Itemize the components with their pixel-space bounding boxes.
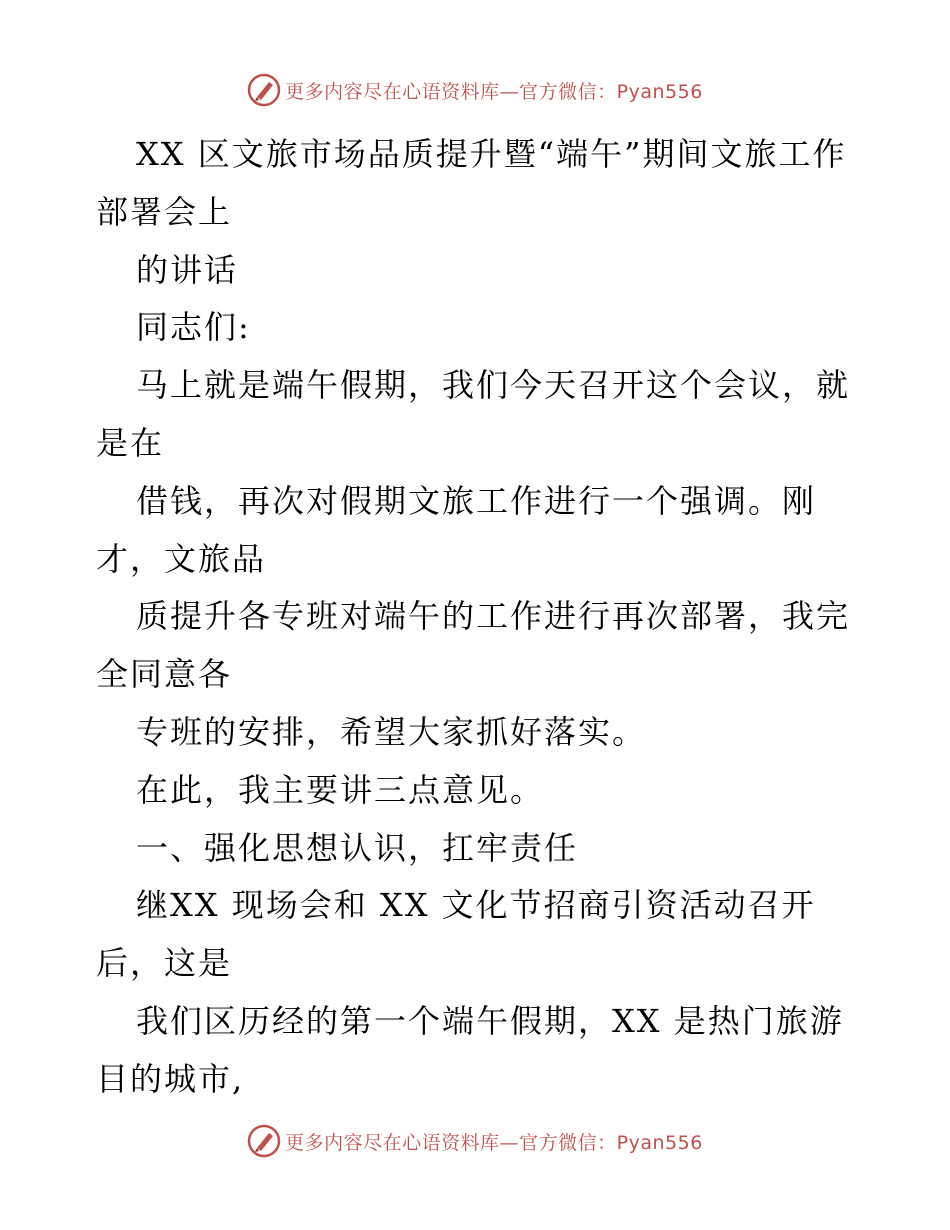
paragraph: 马上就是端午假期，我们今天召开这个会议，就是在 [96,366,851,462]
watermark-text: 更多内容尽在心语资料库—官方微信：Pyan556 [285,80,703,103]
title-line-continued: 的讲话 [136,250,239,289]
salutation: 同志们: [136,308,251,347]
pen-logo-icon [247,1124,281,1158]
paragraph: 我们区历经的第一个端午假期，XX 是热门旅游目的城市, [96,1001,844,1098]
title-line: XX 区文旅市场品质提升暨“端午”期间文旅工作部署会上 [96,135,847,231]
watermark-banner-top [0,72,950,108]
paragraph: 质提升各专班对端午的工作进行再次部署，我完全同意各 [96,597,851,694]
document-body [96,126,866,1109]
pen-logo-icon [247,73,281,107]
watermark-text: 更多内容尽在心语资料库—官方微信：Pyan556 [285,1131,703,1154]
watermark-banner-bottom [0,1123,950,1159]
section-heading: 一、强化思想认识，扛牢责任 [136,828,579,867]
paragraph: 继XX 现场会和 XX 文化节招商引资活动召开后，这是 [96,886,816,983]
paragraph: 借钱，再次对假期文旅工作进行一个强调。刚才，文旅品 [96,481,817,578]
paragraph: 专班的安排，希望大家抓好落实。 [136,712,647,751]
paragraph: 在此，我主要讲三点意见。 [136,770,545,809]
